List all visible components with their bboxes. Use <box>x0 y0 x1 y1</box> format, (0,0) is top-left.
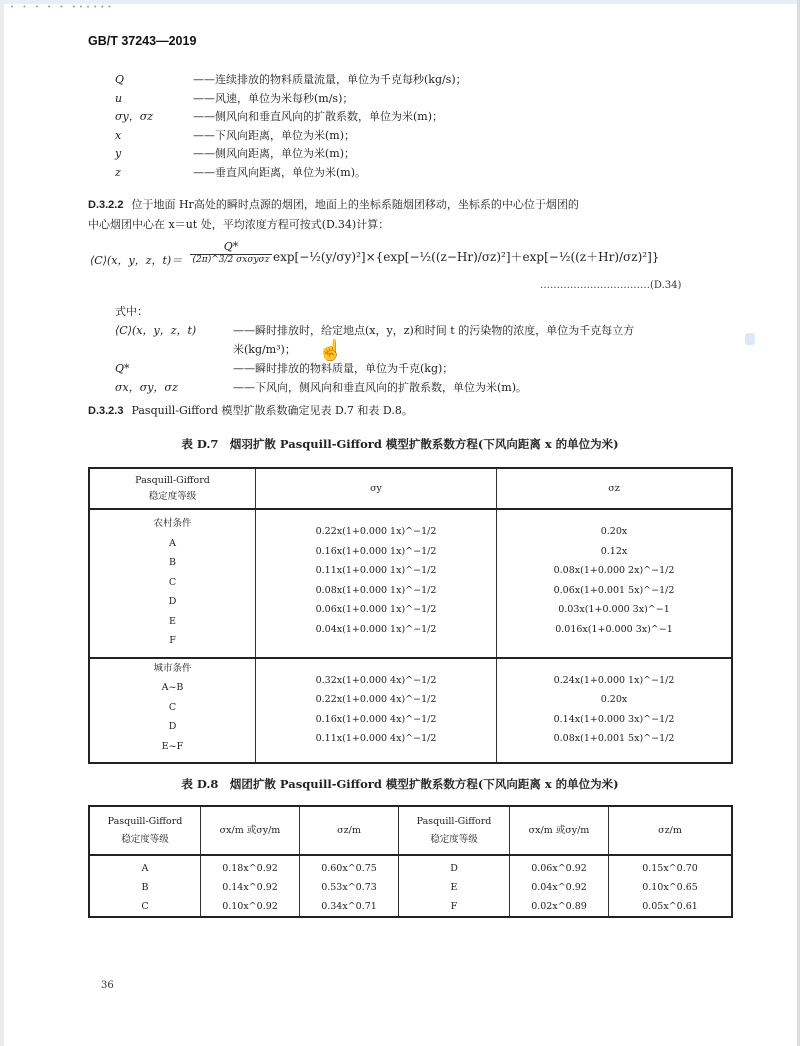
where-item <box>115 378 634 397</box>
where-symbol: Q* <box>115 362 130 375</box>
variable-row <box>115 108 467 127</box>
equation-cell: 0.02x^0.89 <box>531 901 587 912</box>
sigma-xy-cell <box>201 855 300 917</box>
group-label: 城市条件 <box>153 662 192 674</box>
section-d323 <box>88 401 718 421</box>
where-desc: ——下风向，侧风向和垂直风向的扩散系数，单位为米(m)。 <box>233 381 528 394</box>
class-label: A~B <box>161 682 184 693</box>
rural-sigma-y-cell <box>256 509 497 658</box>
urban-classes-cell <box>89 658 256 764</box>
header-stability-class <box>89 468 256 509</box>
equation-d34 <box>90 240 730 278</box>
sigma-xy-cell <box>510 855 609 917</box>
class-label: B <box>141 882 149 893</box>
hand-pointer-icon: ☝ <box>318 338 343 362</box>
header-text: 稳定度等级 <box>121 833 169 845</box>
urban-sigma-y-cell <box>256 658 497 764</box>
variable-symbol: σy，σz <box>115 110 154 124</box>
class-label: A <box>169 537 176 549</box>
section-text: 位于地面 Hr高处的瞬时点源的烟团，地面上的坐标系随烟团移动，坐标系的中心位于烟团的 <box>131 198 579 211</box>
equation-cell: 0.11x(1+0.000 4x)^−1/2 <box>315 733 437 744</box>
equation-cell: 0.14x^0.92 <box>222 882 278 893</box>
section-number: D.3.2.3 <box>88 405 124 417</box>
variable-symbol: y <box>115 147 122 161</box>
class-label: D <box>450 863 458 874</box>
equation-cell: 0.24x(1+0.000 1x)^−1/2 <box>553 674 675 686</box>
header-stability-class <box>89 806 201 855</box>
where-symbol: σx，σy，σz <box>115 381 178 394</box>
equation-cell: 0.20x <box>600 694 628 705</box>
urban-sigma-z-cell <box>497 658 733 764</box>
formula-lhs: ⟨C⟩(x，y，z，t)＝ <box>90 254 183 267</box>
equation-cell: 0.12x <box>600 545 628 557</box>
page-number: 36 <box>101 980 114 991</box>
section-text: 中心烟团中心在 x＝ut 处，平均浓度方程可按式(D.34)计算： <box>88 218 390 231</box>
header-sigma-xy: σx/m 或σy/m <box>201 806 300 855</box>
header-text: Pasquill-Gifford <box>107 815 183 827</box>
equation-cell: 0.10x^0.92 <box>222 901 278 912</box>
equation-cell: 0.08x(1+0.000 2x)^−1/2 <box>553 565 675 576</box>
header-text: Pasquill-Gifford <box>416 815 492 827</box>
header-text: 稳定度等级 <box>148 490 197 502</box>
class-label: C <box>168 576 177 588</box>
equation-cell: 0.22x(1+0.000 4x)^−1/2 <box>315 694 437 705</box>
sigma-z-cell <box>609 855 733 917</box>
variable-desc: ——垂直风向距离，单位为米(m)。 <box>193 165 367 179</box>
equation-cell: 0.16x(1+0.000 4x)^−1/2 <box>315 713 437 725</box>
equation-cell: 0.08x(1+0.000 1x)^−1/2 <box>315 584 437 596</box>
class-label: E <box>169 615 176 627</box>
class-cell <box>89 855 201 917</box>
section-text: Pasquill-Gifford 模型扩散系数确定见表 D.7 和表 D.8。 <box>131 404 413 417</box>
equation-cell: 0.05x^0.61 <box>642 901 698 912</box>
variable-row <box>115 127 467 146</box>
where-desc: ——瞬时排放的物料质量，单位为千克(kg)； <box>233 362 454 375</box>
class-cell <box>399 855 510 917</box>
where-symbol: ⟨C⟩(x，y，z，t) <box>115 324 197 337</box>
header-sigma-y: σy <box>256 468 497 509</box>
formula-where <box>115 302 634 397</box>
equation-number: ……………………………(D.34) <box>540 280 682 291</box>
rural-classes-cell <box>89 509 256 658</box>
variable-symbol: Q <box>115 73 125 86</box>
equation-cell: 0.20x <box>600 526 628 537</box>
equation-cell: 0.04x(1+0.000 1x)^−1/2 <box>315 623 437 635</box>
equation-cell: 0.016x(1+0.000 3x)^−1 <box>555 623 673 635</box>
rural-sigma-z-cell <box>497 509 733 658</box>
class-label: E~F <box>161 740 184 752</box>
class-label: F <box>169 635 176 646</box>
where-item-cont <box>115 338 634 362</box>
where-label: 式中： <box>115 305 148 318</box>
class-label: A <box>141 863 149 874</box>
standard-number: GB/T 37243—2019 <box>88 34 197 48</box>
header-sigma-z: σz/m <box>609 806 733 855</box>
table-d8-caption: 表 D.8 烟团扩散 Pasquill-Gifford 模型扩散系数方程(下风向距离 x 的单位为米) <box>181 777 619 791</box>
formula-rest: exp[−½(y/σy)²]×{exp[−½((z−Hr)/σz)²]＋exp[−½((z＋Hr)/σz)²]} <box>273 250 660 264</box>
variable-desc: ——风速，单位为米每秒(m/s)； <box>193 91 354 105</box>
where-item <box>115 321 634 340</box>
group-label: 农村条件 <box>153 518 192 529</box>
class-label: F <box>450 901 458 912</box>
viewer-toolbar-dots: • • • • • •••••• <box>10 3 115 11</box>
table-row-urban <box>89 658 732 764</box>
table-d7 <box>88 467 733 764</box>
equation-cell: 0.06x(1+0.000 1x)^−1/2 <box>315 604 437 615</box>
equation-cell: 0.16x(1+0.000 1x)^−1/2 <box>315 545 437 557</box>
equation-cell: 0.08x(1+0.001 5x)^−1/2 <box>553 733 675 744</box>
equation-cell: 0.60x^0.75 <box>321 863 377 874</box>
variable-desc: ——侧风向和垂直风向的扩散系数，单位为米(m)； <box>193 110 444 124</box>
header-sigma-z: σz/m <box>300 806 399 855</box>
formula-numerator: Q* <box>190 240 272 255</box>
class-label: C <box>141 901 149 912</box>
equation-cell: 0.22x(1+0.000 1x)^−1/2 <box>315 526 437 537</box>
equation-cell: 0.15x^0.70 <box>642 863 698 874</box>
header-sigma-z: σz <box>497 468 733 509</box>
section-number: D.3.2.2 <box>88 199 124 211</box>
section-d322 <box>88 195 718 234</box>
variable-symbol: z <box>115 165 121 179</box>
formula-fraction <box>190 240 272 265</box>
variable-desc: ——下风向距离，单位为米(m)； <box>193 128 356 142</box>
where-desc: 米(kg/m³)； <box>233 343 296 356</box>
viewer-top-bar <box>0 0 800 4</box>
class-label: E <box>450 882 458 893</box>
variable-row <box>115 90 467 109</box>
equation-cell: 0.14x(1+0.000 3x)^−1/2 <box>553 713 675 725</box>
header-sigma-xy: σx/m 或σy/m <box>510 806 609 855</box>
class-label: D <box>168 596 177 607</box>
variable-definitions <box>115 71 467 183</box>
sigma-z-cell <box>300 855 399 917</box>
table-row <box>89 855 732 917</box>
variable-symbol: u <box>115 91 123 105</box>
class-label: D <box>168 721 177 732</box>
equation-cell: 0.06x^0.92 <box>531 863 587 874</box>
variable-symbol: x <box>115 128 122 142</box>
header-stability-class <box>399 806 510 855</box>
equation-cell: 0.18x^0.92 <box>222 863 278 874</box>
table-d7-caption: 表 D.7 烟羽扩散 Pasquill-Gifford 模型扩散系数方程(下风向距离 x 的单位为米) <box>181 437 619 451</box>
equation-cell: 0.04x^0.92 <box>531 882 587 893</box>
table-row-rural <box>89 509 732 658</box>
class-label: C <box>168 701 177 713</box>
viewer-left-edge <box>0 0 4 1046</box>
variable-row <box>115 145 467 164</box>
where-desc: ——瞬时排放时，给定地点(x，y，z)和时间 t 的污染物的浓度，单位为千克每立方 <box>233 324 635 337</box>
table-d8 <box>88 805 733 918</box>
equation-cell: 0.34x^0.71 <box>321 901 377 912</box>
equation-cell: 0.11x(1+0.000 1x)^−1/2 <box>315 565 437 576</box>
equation-cell: 0.06x(1+0.001 5x)^−1/2 <box>553 584 675 596</box>
variable-desc: ——侧风向距离，单位为米(m)； <box>193 147 356 161</box>
class-label: B <box>169 557 176 568</box>
variable-row <box>115 164 467 183</box>
variable-row <box>115 71 467 90</box>
text-selection-highlight <box>745 333 755 345</box>
where-item <box>115 359 634 378</box>
equation-cell: 0.03x(1+0.000 3x)^−1 <box>558 604 670 615</box>
formula-denominator: (2π)^3/2 σxσyσz <box>192 255 270 265</box>
header-text: Pasquill-Gifford <box>135 474 210 486</box>
variable-desc: ——连续排放的物料质量流量，单位为千克每秒(kg/s)； <box>193 73 467 86</box>
equation-cell: 0.53x^0.73 <box>321 882 377 893</box>
equation-cell: 0.10x^0.65 <box>642 882 698 893</box>
header-text: 稳定度等级 <box>430 833 478 845</box>
equation-cell: 0.32x(1+0.000 4x)^−1/2 <box>315 674 437 686</box>
